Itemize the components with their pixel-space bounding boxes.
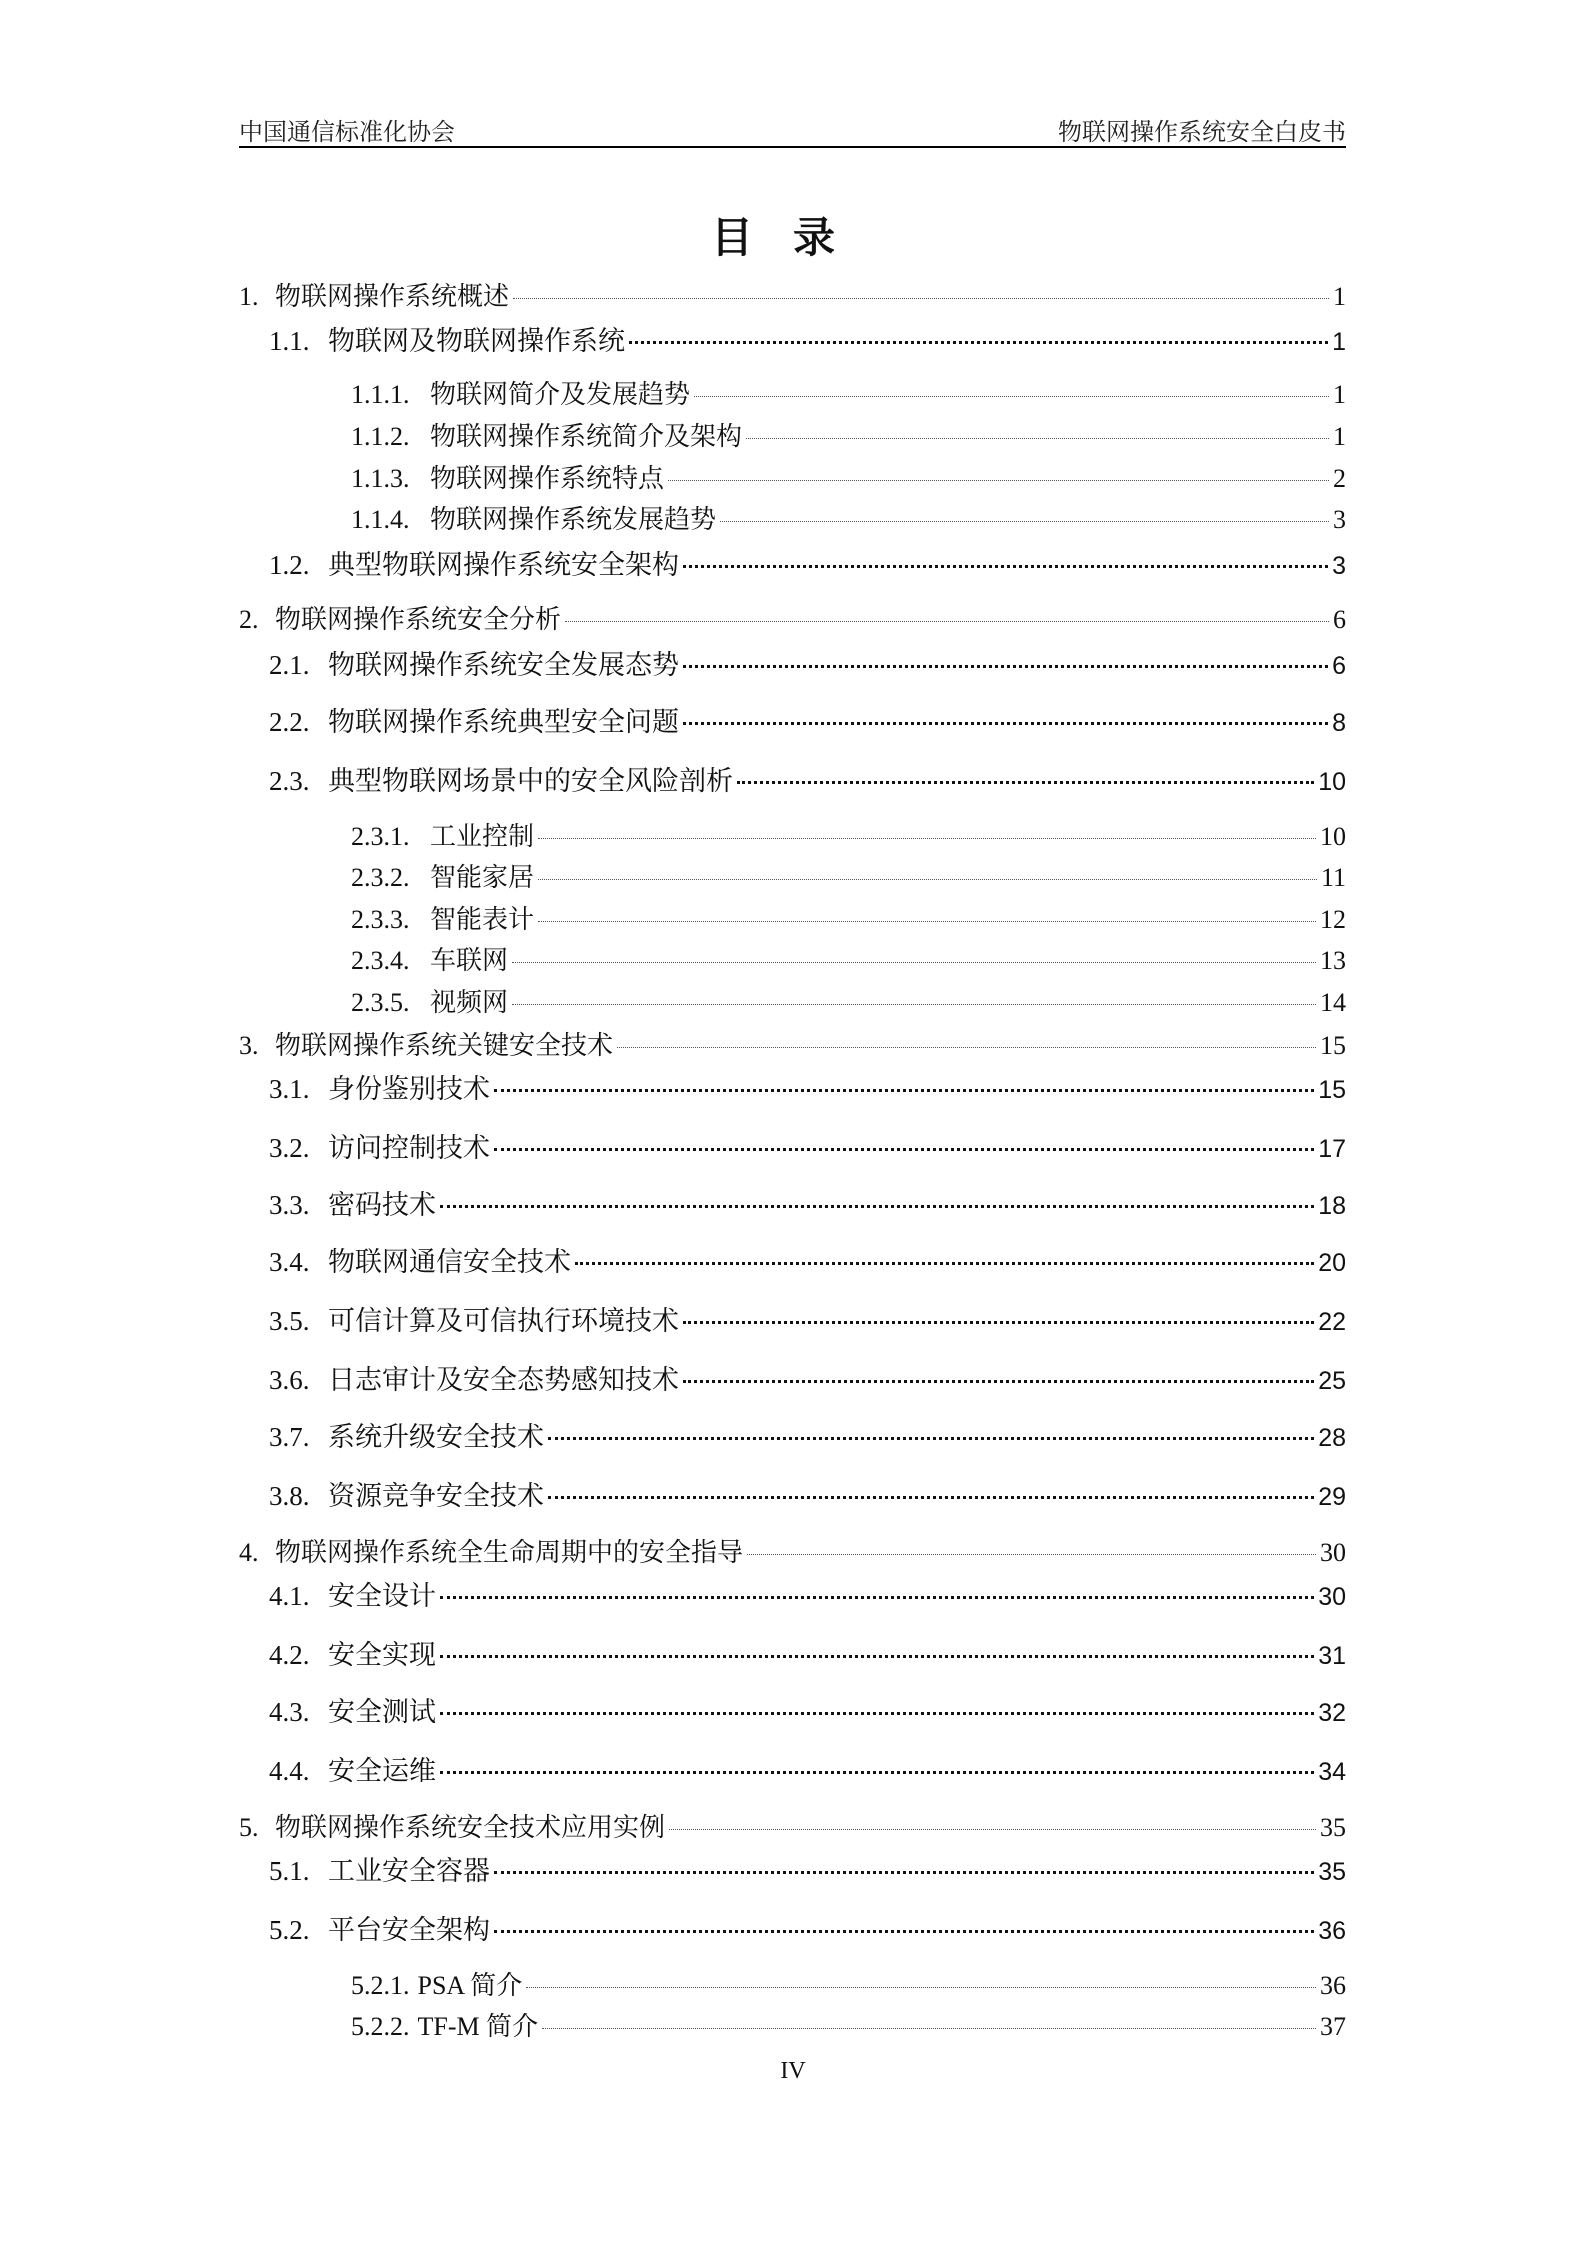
toc-entry-number: 2.3.1. [351, 822, 410, 851]
toc-leader-dots [440, 1205, 1314, 1208]
toc-entry[interactable] [269, 1130, 1346, 1166]
toc-entry-title: 物联网通信安全技术 [328, 1247, 571, 1277]
toc-entry-number: 5.2.2. [351, 2012, 410, 2041]
toc-leader-dots [720, 521, 1329, 522]
toc-entry-page: 10 [1318, 768, 1346, 796]
toc-leader-dots [668, 480, 1329, 481]
toc-leader-dots [737, 781, 1314, 784]
toc-entry[interactable] [269, 547, 1346, 583]
toc-entry-number: 3.3. [269, 1190, 310, 1220]
toc-entry-number: 5.2. [269, 1915, 310, 1945]
toc-entry-page: 10 [1320, 822, 1346, 851]
toc-leader-dots [617, 1047, 1316, 1048]
toc-leader-dots [512, 962, 1316, 963]
toc-entry-title: 物联网操作系统典型安全问题 [328, 707, 679, 737]
toc-entry-page: 6 [1332, 652, 1346, 680]
toc-entry-page: 3 [1332, 552, 1346, 580]
toc-entry[interactable] [269, 1478, 1346, 1514]
toc-entry-number: 4.4. [269, 1756, 310, 1786]
toc-entry[interactable] [269, 1303, 1346, 1339]
toc-entry-number: 4.2. [269, 1640, 310, 1670]
toc-leader-dots [683, 665, 1328, 668]
toc-entry-number: 3.5. [269, 1306, 310, 1336]
toc-entry-page: 17 [1318, 1135, 1346, 1163]
toc-entry-number: 3. [239, 1031, 259, 1060]
toc-entry[interactable] [269, 1244, 1346, 1280]
toc-leader-dots [440, 1771, 1314, 1774]
toc-entry-page: 15 [1320, 1031, 1346, 1060]
toc-leader-dots [683, 1380, 1314, 1383]
header-organization: 中国通信标准化协会 [239, 120, 455, 146]
toc-entry-page: 28 [1318, 1424, 1346, 1452]
toc-entry-number: 1.1.1. [351, 380, 410, 409]
toc-entry-page: 34 [1318, 1758, 1346, 1786]
toc-entry[interactable] [351, 943, 1346, 979]
toc-entry-title: 可信计算及可信执行环境技术 [328, 1306, 679, 1336]
toc-entry[interactable] [351, 377, 1346, 413]
toc-entry-number: 1.2. [269, 550, 310, 580]
toc-entry-title: 物联网操作系统安全发展态势 [328, 650, 679, 680]
toc-entry-title: 物联网操作系统概述 [275, 282, 510, 311]
toc-entry[interactable] [351, 1968, 1346, 2004]
toc-entry[interactable] [351, 860, 1346, 896]
toc-entry-page: 30 [1318, 1583, 1346, 1611]
toc-leader-dots [512, 1004, 1316, 1005]
toc-entry[interactable] [269, 763, 1346, 799]
toc-entry-title: 系统升级安全技术 [328, 1422, 544, 1452]
toc-leader-dots [683, 1321, 1314, 1324]
toc-entry-number: 3.4. [269, 1247, 310, 1277]
toc-entry-title: 安全运维 [328, 1756, 436, 1786]
toc-entry-title: TF-M 简介 [417, 2012, 539, 2041]
toc-entry-number: 5. [239, 1813, 259, 1842]
toc-entry-page: 29 [1318, 1483, 1346, 1511]
toc-leader-dots [694, 396, 1329, 397]
toc-entry-title: 资源竞争安全技术 [328, 1481, 544, 1511]
toc-leader-dots [669, 1829, 1316, 1830]
toc-entry[interactable] [269, 647, 1346, 683]
toc-entry-title: 安全设计 [328, 1581, 436, 1611]
toc-entry-title: 智能家居 [430, 863, 535, 892]
toc-entry-number: 4.3. [269, 1697, 310, 1727]
toc-entry-title: 日志审计及安全态势感知技术 [328, 1365, 679, 1395]
toc-leader-dots [683, 722, 1328, 725]
toc-entry-number: 2.3.3. [351, 905, 410, 934]
toc-entry[interactable] [351, 819, 1346, 855]
toc-entry-page: 30 [1320, 1538, 1346, 1567]
toc-leader-dots [629, 341, 1328, 344]
toc-entry-page: 1 [1332, 328, 1346, 356]
toc-entry[interactable] [239, 1810, 1346, 1846]
toc-entry-title: 工业控制 [430, 822, 535, 851]
toc-entry-page: 35 [1320, 1813, 1346, 1842]
toc-entry-title: 典型物联网场景中的安全风险剖析 [328, 766, 733, 796]
toc-leader-dots [575, 1262, 1314, 1265]
toc-entry-title: 物联网操作系统简介及架构 [430, 422, 743, 451]
toc-entry-number: 3.2. [269, 1133, 310, 1163]
toc-leader-dots [494, 1089, 1314, 1092]
toc-entry[interactable] [239, 279, 1346, 315]
toc-entry-number: 2.3.2. [351, 863, 410, 892]
toc-entry-title: 安全测试 [328, 1697, 436, 1727]
toc-entry-number: 3.6. [269, 1365, 310, 1395]
toc-entry-number: 2.2. [269, 707, 310, 737]
toc-entry[interactable] [269, 1637, 1346, 1673]
toc-leader-dots [494, 1930, 1314, 1933]
toc-entry-page: 2 [1333, 464, 1346, 493]
toc-leader-dots [548, 1437, 1314, 1440]
toc-entry[interactable] [269, 1419, 1346, 1455]
toc-entry[interactable] [351, 985, 1346, 1021]
toc-entry-page: 1 [1333, 422, 1346, 451]
toc-entry[interactable] [351, 461, 1346, 497]
toc-entry-number: 5.1. [269, 1856, 310, 1886]
toc-entry-page: 11 [1320, 863, 1346, 892]
toc-entry[interactable] [269, 704, 1346, 740]
toc-entry[interactable] [269, 1753, 1346, 1789]
toc-entry[interactable] [269, 1187, 1346, 1223]
toc-entry-page: 12 [1320, 905, 1346, 934]
toc-entry-number: 1.1. [269, 326, 310, 356]
toc-entry-number: 3.8. [269, 1481, 310, 1511]
toc-entry-number: 2.1. [269, 650, 310, 680]
toc-entry[interactable] [239, 602, 1346, 638]
toc-entry-page: 20 [1318, 1249, 1346, 1277]
toc-entry[interactable] [269, 1694, 1346, 1730]
toc-entry-title: 物联网及物联网操作系统 [328, 326, 625, 356]
toc-entry-number: 2.3.5. [351, 988, 410, 1017]
toc-entry-title: 安全实现 [328, 1640, 436, 1670]
toc-leader-dots [538, 921, 1316, 922]
toc-entry-page: 13 [1320, 946, 1346, 975]
toc-entry-page: 8 [1332, 709, 1346, 737]
toc-leader-dots [542, 2028, 1316, 2029]
toc-entry[interactable] [351, 902, 1346, 938]
toc-entry-page: 37 [1320, 2012, 1346, 2041]
toc-entry-page: 14 [1320, 988, 1346, 1017]
toc-entry[interactable] [269, 1362, 1346, 1398]
toc-entry-page: 31 [1318, 1642, 1346, 1670]
toc-entry-number: 1.1.4. [351, 505, 410, 534]
toc-leader-dots [565, 621, 1329, 622]
toc-entry[interactable] [351, 502, 1346, 538]
toc-leader-dots [440, 1596, 1314, 1599]
toc-entry-title: 车联网 [430, 946, 509, 975]
toc-entry-number: 4. [239, 1538, 259, 1567]
toc-leader-dots [747, 1554, 1316, 1555]
toc-entry-title: 视频网 [430, 988, 509, 1017]
toc-entry-number: 3.1. [269, 1074, 310, 1104]
toc-entry-number: 5.2.1. [351, 1971, 410, 2000]
page-title: 目录 [710, 213, 875, 262]
toc-leader-dots [494, 1871, 1314, 1874]
toc-entry-page: 36 [1320, 1971, 1346, 2000]
toc-leader-dots [440, 1655, 1314, 1658]
toc-entry-title: 智能表计 [430, 905, 535, 934]
toc-leader-dots [683, 565, 1328, 568]
toc-entry-number: 2.3.4. [351, 946, 410, 975]
header-document-title: 物联网操作系统安全白皮书 [1058, 120, 1346, 146]
toc-entry-number: 4.1. [269, 1581, 310, 1611]
toc-leader-dots [440, 1712, 1314, 1715]
toc-leader-dots [494, 1148, 1314, 1151]
toc-entry[interactable] [269, 1853, 1346, 1889]
toc-entry-title: 物联网操作系统全生命周期中的安全指导 [275, 1538, 744, 1567]
toc-entry-page: 6 [1333, 605, 1346, 634]
toc-entry-title: 物联网操作系统关键安全技术 [275, 1031, 614, 1060]
toc-entry-title: 访问控制技术 [328, 1133, 490, 1163]
page-number: IV [780, 2058, 806, 2084]
toc-entry-number: 2.3. [269, 766, 310, 796]
toc-entry-page: 18 [1318, 1192, 1346, 1220]
toc-leader-dots [513, 298, 1329, 299]
toc-entry-title: 典型物联网操作系统安全架构 [328, 550, 679, 580]
toc-entry-title: 密码技术 [328, 1190, 436, 1220]
toc-leader-dots [548, 1496, 1314, 1499]
toc-entry-title: 平台安全架构 [328, 1915, 490, 1945]
toc-entry-page: 35 [1318, 1858, 1346, 1886]
toc-entry-page: 1 [1333, 380, 1346, 409]
toc-entry-title: 物联网操作系统安全分析 [275, 605, 562, 634]
header-divider [239, 146, 1346, 148]
toc-entry[interactable] [269, 1071, 1346, 1107]
toc-leader-dots [746, 438, 1329, 439]
toc-entry-title: 工业安全容器 [328, 1856, 490, 1886]
toc-entry[interactable] [351, 419, 1346, 455]
toc-entry[interactable] [269, 1912, 1346, 1948]
toc-entry-page: 15 [1318, 1076, 1346, 1104]
toc-entry-title: 物联网操作系统安全技术应用实例 [275, 1813, 666, 1842]
toc-entry-page: 3 [1333, 505, 1346, 534]
toc-entry-title: PSA 简介 [417, 1971, 523, 2000]
toc-entry[interactable] [239, 1028, 1346, 1064]
toc-entry[interactable] [351, 2009, 1346, 2045]
toc-entry-page: 32 [1318, 1699, 1346, 1727]
toc-entry[interactable] [239, 1535, 1346, 1571]
toc-entry-title: 物联网简介及发展趋势 [430, 380, 691, 409]
toc-entry-title: 物联网操作系统发展趋势 [430, 505, 717, 534]
toc-leader-dots [526, 1987, 1316, 1988]
toc-leader-dots [538, 879, 1317, 880]
toc-entry-number: 2. [239, 605, 259, 634]
toc-entry-number: 1.1.2. [351, 422, 410, 451]
toc-entry-page: 22 [1318, 1308, 1346, 1336]
toc-entry-title: 物联网操作系统特点 [430, 464, 665, 493]
toc-entry-number: 1. [239, 282, 259, 311]
toc-entry-number: 1.1.3. [351, 464, 410, 493]
toc-entry-title: 身份鉴别技术 [328, 1074, 490, 1104]
toc-entry-page: 25 [1318, 1367, 1346, 1395]
toc-entry[interactable] [269, 323, 1346, 359]
toc-entry-page: 1 [1333, 282, 1346, 311]
toc-entry[interactable] [269, 1578, 1346, 1614]
toc-entry-number: 3.7. [269, 1422, 310, 1452]
toc-leader-dots [538, 838, 1316, 839]
toc-entry-page: 36 [1318, 1917, 1346, 1945]
